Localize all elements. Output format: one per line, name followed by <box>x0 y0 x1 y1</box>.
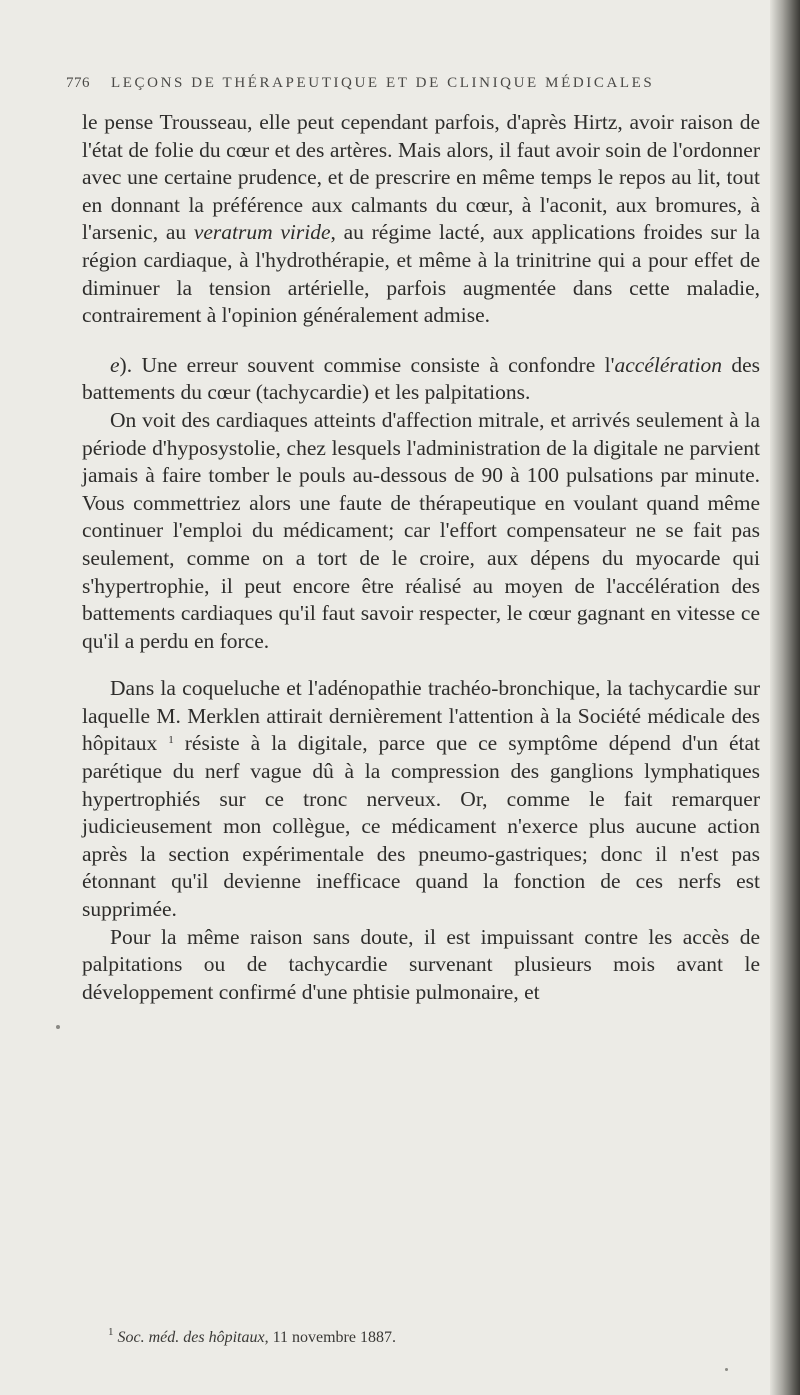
footnote <box>108 1327 748 1349</box>
paragraph-5: Pour la même raison sans doute, il est impuissant contre les accès de palpitations ou de tachycardie survenant plusieurs mois avant le développement confirmé d'une phtisie pulmonaire, et <box>82 924 760 1004</box>
running-head: LEÇONS DE THÉRAPEUTIQUE ET DE CLINIQUE MÉDICALES <box>111 75 655 91</box>
paragraph-4: Dans la coqueluche et l'adénopathie trachéo-bronchique, la tachycardie sur laquelle M. Merklen attirait dernièrement l'attention à la Société médicale des hôpitaux $^1$ résiste à la digitale, parce que ce symptôme dépend d'un état parétique du nerf vague dû à la compression des ganglions lymphatiques hypertrophiés sur ce tronc nerveux. Or, comme le fait remarquer judicieusement mon collègue, ce médicament n'exerce plus aucune action après la section expérimentale des pneumo-gastriques; donc il n'est pas étonnant qu'il devienne inefficace quand la fonction de ces nerfs est supprimée. <box>82 676 761 922</box>
paragraph-3: On voit des cardiaques atteints d'affection mitrale, et arrivés seulement à la période d'hyposystolie, chez lesquels l'administration de la digitale ne parvient jamais à faire tomber le pouls au-dessous de 90 à 100 pulsations par minute. Vous commettriez alors une faute de thérapeutique en voulant quand même continuer l'emploi du médicament; car l'effort compensateur ne se fait pas seulement, comme on a tort de le croire, aux dépens du myocarde qui s'hypertrophie, il peut encore être réalisé au moyen de l'accélération des battements cardiaques qu'il faut savoir respecter, le cœur gagnant en vitesse ce qu'il a perdu en force. <box>82 407 760 653</box>
page-header <box>66 73 766 101</box>
print-speck <box>56 1025 60 1029</box>
paragraph-2: e). Une erreur souvent commise consiste à confondre l'accélération des battements du cœur (tachycardie) et les palpitations. <box>82 352 760 405</box>
section-marker: e <box>110 352 120 377</box>
italic-term: veratrum viride <box>193 220 331 245</box>
italic-term: accélération <box>614 352 722 377</box>
print-speck <box>725 1368 728 1371</box>
footnote-reference: 1 <box>168 734 174 747</box>
footnote-number: 1 <box>108 1326 114 1338</box>
page-number: 776 <box>66 75 90 91</box>
footnote-date: , 11 novembre 1887. <box>264 1329 396 1346</box>
paragraph-1: le pense Trousseau, elle peut cependant parfois, d'après Hirtz, avoir raison de l'état de folie du cœur et des artères. Mais alors, il faut avoir soin de l'ordonner avec une certaine prudence, et de prescrire en même temps le repos au lit, tout en donnant la préférence aux calmants du cœur, à l'aconit, aux bromures, à l'arsenic, au veratrum viride, au régime lacté, aux applications froides sur la région cardiaque, à l'hydrothérapie, et même à la trinitrine qui a pour effet de diminuer la tension artérielle, parfois augmentée dans cette maladie, contrairement à l'opinion généralement admise. <box>82 110 760 328</box>
footnote-source: Soc. méd. des hôpitaux <box>117 1329 265 1346</box>
page-edge-shadow <box>770 0 800 1395</box>
body-text <box>82 109 760 1006</box>
